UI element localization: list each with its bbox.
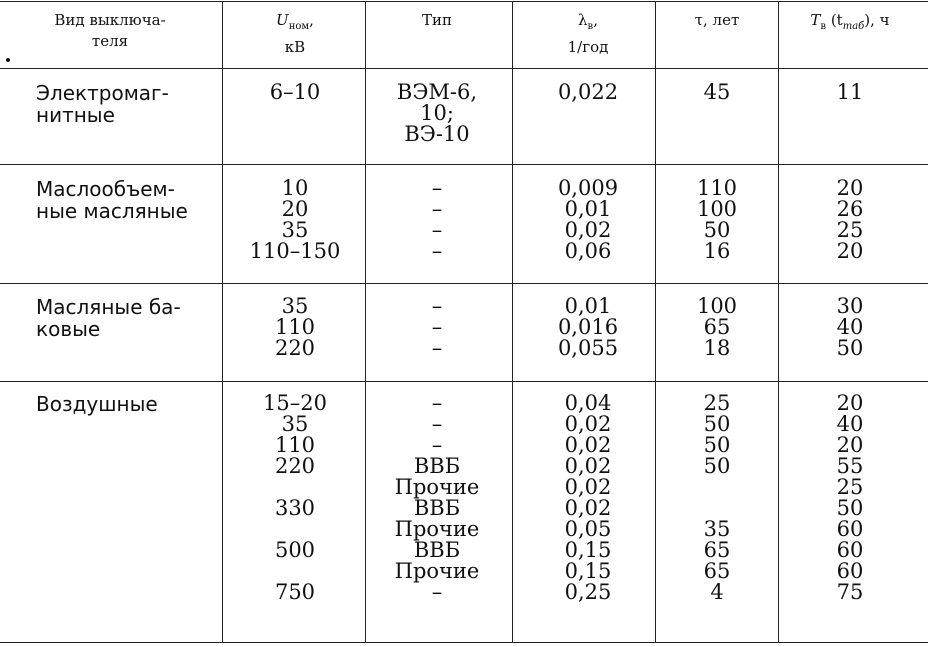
col-rule-4 [655, 1, 656, 643]
top-rule [0, 1, 928, 2]
cell-u-nom: 20 [281, 197, 309, 221]
cell-type: – [431, 336, 443, 360]
header-lambda-unit: , 1/год [567, 11, 609, 56]
cell-u-nom: 330 [274, 496, 316, 520]
cell-lambda: 0,01 [564, 197, 612, 221]
cell-tv: 60 [836, 517, 864, 541]
cell-tv: 20 [836, 433, 864, 457]
header-tv-label: T [810, 11, 821, 29]
cell-tau: 50 [703, 454, 731, 478]
cell-tau: 65 [703, 559, 731, 583]
header-tv-paren-sub: таб [842, 21, 865, 32]
header-kind: Вид выключа- теля [54, 11, 166, 50]
header-u-unit: , кВ [284, 11, 314, 56]
cell-u-nom: 110 [274, 315, 316, 339]
cell-lambda: 0,15 [564, 559, 612, 583]
group-label: Электромаг- нитные [36, 81, 169, 127]
col-rule-5 [778, 1, 779, 643]
cell-u-nom: 35 [281, 218, 309, 242]
header-tv-sub: в [820, 21, 827, 32]
cell-type: – [431, 197, 443, 221]
header-tau: τ, лет [694, 11, 740, 29]
cell-type: ВВБ [413, 454, 461, 478]
cell-tv: 26 [836, 197, 864, 221]
cell-lambda: 0,016 [557, 315, 619, 339]
group-label: Воздушные [36, 392, 158, 416]
cell-lambda: 0,02 [564, 475, 612, 499]
cell-lambda: 0,05 [564, 517, 612, 541]
header-rule [0, 68, 928, 69]
cell-tv: 20 [836, 239, 864, 263]
cell-tau: 35 [703, 517, 731, 541]
cell-type: – [431, 239, 443, 263]
cell-type: ВВБ [413, 496, 461, 520]
cell-u-nom: 15–20 [263, 391, 327, 415]
cell-lambda: 0,04 [564, 391, 612, 415]
cell-tau: 110 [696, 176, 738, 200]
cell-tau: 100 [696, 197, 738, 221]
group-rule-1 [0, 164, 928, 165]
stray-dot [6, 58, 10, 62]
cell-tv: 60 [836, 538, 864, 562]
cell-u-nom: 220 [274, 336, 316, 360]
group-rule-2 [0, 283, 928, 284]
cell-type: – [431, 218, 443, 242]
cell-tv: 20 [836, 176, 864, 200]
cell-type: ВЭМ-6, 10; ВЭ-10 [396, 80, 478, 146]
cell-u-nom: 35 [281, 412, 309, 436]
cell-type: Прочие [394, 517, 480, 541]
cell-type: – [431, 315, 443, 339]
col-rule-1 [222, 1, 223, 643]
header-lambda [528, 10, 648, 58]
cell-u-nom: 110 [274, 433, 316, 457]
cell-lambda: 0,02 [564, 454, 612, 478]
cell-u-nom: 500 [274, 538, 316, 562]
cell-tau: 50 [703, 433, 731, 457]
cell-type: – [431, 412, 443, 436]
cell-tau: 50 [703, 412, 731, 436]
cell-tv: 40 [836, 412, 864, 436]
col-rule-2 [365, 1, 366, 643]
cell-tv: 30 [836, 294, 864, 318]
cell-lambda: 0,02 [564, 496, 612, 520]
header-tv [782, 10, 918, 37]
group-label: Масляные ба- ковые [36, 295, 181, 341]
cell-type: – [431, 580, 443, 604]
cell-lambda: 0,06 [564, 239, 612, 263]
cell-tau: 4 [710, 580, 724, 604]
header-lambda-label: λ [578, 11, 588, 29]
cell-tau: 25 [703, 391, 731, 415]
cell-u-nom: 10 [281, 176, 309, 200]
group-rule-3 [0, 381, 928, 382]
cell-tau: 100 [696, 294, 738, 318]
cell-u-nom: 750 [274, 580, 316, 604]
cell-tv: 60 [836, 559, 864, 583]
cell-tv: 55 [836, 454, 864, 478]
cell-lambda: 0,02 [564, 218, 612, 242]
cell-type: – [431, 176, 443, 200]
cell-lambda: 0,022 [557, 80, 619, 104]
cell-tv: 50 [836, 496, 864, 520]
group-label: Маслообъем- ные масляные [36, 177, 188, 223]
cell-tau: 65 [703, 315, 731, 339]
header-u-nom [240, 10, 350, 58]
cell-lambda: 0,01 [564, 294, 612, 318]
cell-tv: 25 [836, 475, 864, 499]
cell-u-nom: 110–150 [249, 239, 341, 263]
cell-u-nom: 6–10 [269, 80, 321, 104]
cell-type: Прочие [394, 475, 480, 499]
cell-u-nom: 220 [274, 454, 316, 478]
header-tv-unit: ), ч [864, 11, 890, 29]
header-u-sub: ном [288, 21, 310, 32]
header-tv-paren: (t [826, 11, 843, 29]
cell-lambda: 0,02 [564, 412, 612, 436]
cell-tau: 18 [703, 336, 731, 360]
cell-lambda: 0,15 [564, 538, 612, 562]
cell-type: Прочие [394, 559, 480, 583]
cell-lambda: 0,055 [557, 336, 619, 360]
header-lambda-sub: в [587, 21, 594, 32]
cell-lambda: 0,02 [564, 433, 612, 457]
col-rule-3 [512, 1, 513, 643]
header-u-label: U [276, 11, 289, 29]
cell-lambda: 0,25 [564, 580, 612, 604]
cell-tau: 16 [703, 239, 731, 263]
cell-tv: 40 [836, 315, 864, 339]
cell-type: – [431, 433, 443, 457]
cell-tv: 75 [836, 580, 864, 604]
cell-lambda: 0,009 [557, 176, 619, 200]
cell-u-nom: 35 [281, 294, 309, 318]
cell-tv: 11 [836, 80, 864, 104]
cell-type: – [431, 294, 443, 318]
cell-tau: 45 [703, 80, 731, 104]
header-type: Тип [422, 11, 452, 29]
cell-tv: 20 [836, 391, 864, 415]
cell-tau: 50 [703, 218, 731, 242]
cell-tau: 65 [703, 538, 731, 562]
bottom-rule [0, 642, 928, 643]
cell-tv: 25 [836, 218, 864, 242]
cell-type: ВВБ [413, 538, 461, 562]
cell-type: – [431, 391, 443, 415]
cell-tv: 50 [836, 336, 864, 360]
